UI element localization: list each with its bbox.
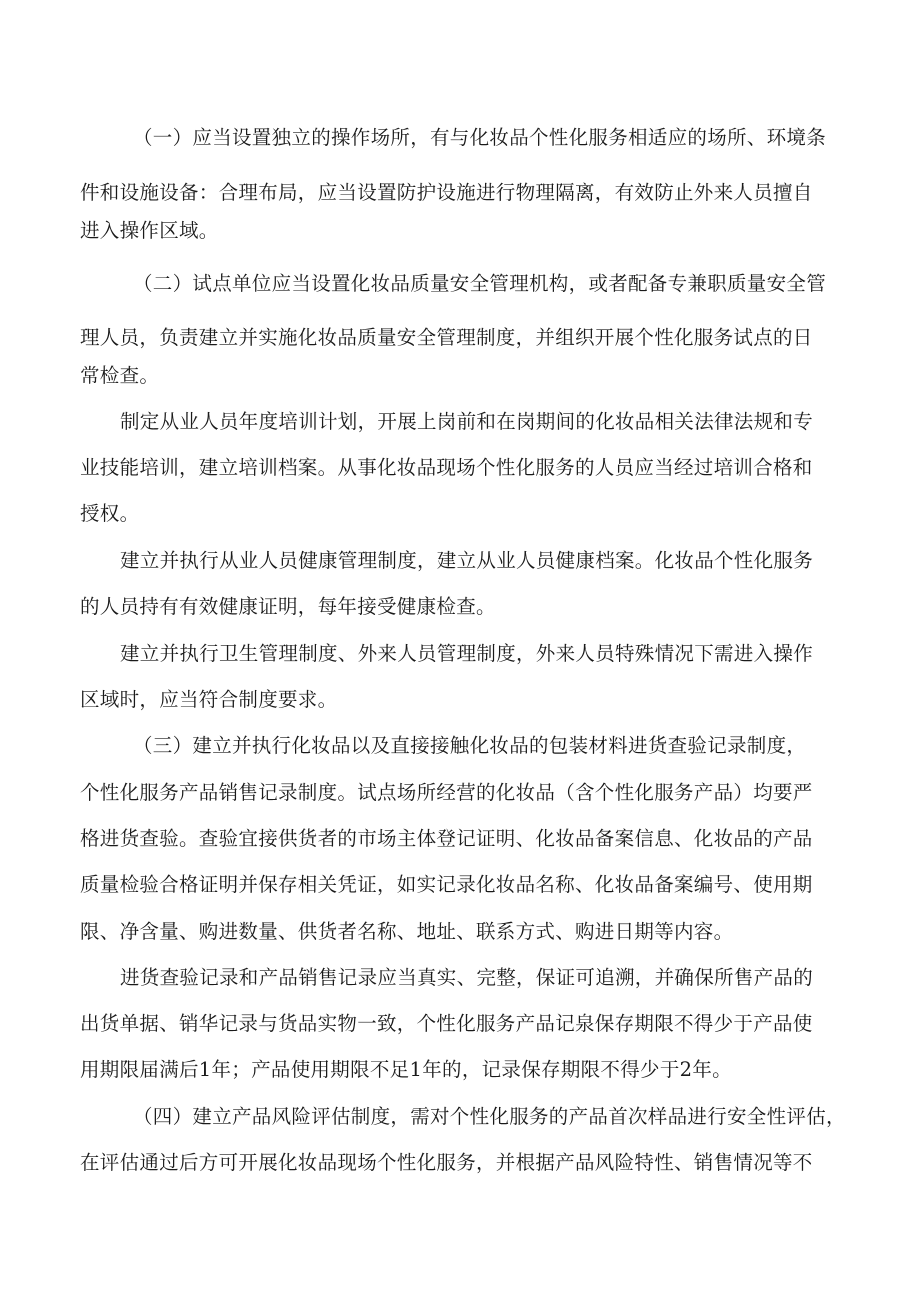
line-9: 授权。 <box>80 502 140 525</box>
line-23: 在评估通过后方可开展化妆品现场个性化服务，并根据产品风险特性、销售情况等不 <box>80 1151 813 1174</box>
line-5: 理人员，负责建立并实施化妆品质量安全管理制度，并组织开展个性化服务试点的日 <box>80 326 813 349</box>
line-1: （一）应当设置独立的操作场所，有与化妆品个性化服务相适应的场所、环境条 <box>133 126 827 149</box>
line-12: 建立并执行卫生管理制度、外来人员管理制度，外来人员特殊情况下需进入操作 <box>120 642 814 665</box>
line-14: （三）建立并执行化妆品以及直接接触化妆品的包装材料进货查验记录制度， <box>133 734 807 757</box>
line-19: 进货查验记录和产品销售记录应当真实、完整，保证可追溯，并确保所售产品的 <box>120 966 814 989</box>
line-16: 格进货查验。查验宜接供货者的市场主体登记证明、化妆品备案信息、化妆品的产品 <box>80 827 813 850</box>
line-21: 用期限届满后1年；产品使用期限不足1年的，记录保存期限不得少于2年。 <box>80 1058 732 1081</box>
line-20: 出货单据、销华记录与货品实物一致，个性化服务产品记泉保存期限不得少于产品使 <box>80 1012 813 1035</box>
line-8: 业技能培训，建立培训档案。从事化妆品现场个性化服务的人员应当经过培训合格和 <box>80 456 813 479</box>
line-6: 常检查。 <box>80 364 160 387</box>
line-7: 制定从业人员年度培训计划，开展上岗前和在岗期间的化妆品相关法律法规和专 <box>120 410 814 433</box>
line-13: 区域时，应当符合制度要求。 <box>80 688 338 711</box>
line-10: 建立并执行从业人员健康管理制度，建立从业人员健康档案。化妆品个性化服务 <box>120 549 814 572</box>
line-11: 的人员持有有效健康证明，每年接受健康检查。 <box>80 595 496 618</box>
line-3: 进入操作区域。 <box>80 219 219 242</box>
line-15: 个性化服务产品销售记录制度。试点场所经营的化妆品（含个性化服务产品）均要严 <box>80 781 813 804</box>
line-4: （二）试点单位应当设置化妆品质量安全管理机构，或者配备专兼职质量安全管 <box>133 272 827 295</box>
line-2: 件和设施设备：合理布局，应当设置防护设施进行物理隔离，有效防止外来人员擅自 <box>80 181 813 204</box>
line-17: 质量检验合格证明并保存相关凭证，如实记录化妆品名称、化妆品备案编号、使用期 <box>80 873 813 896</box>
line-22: （四）建立产品风险评估制度，需对个性化服务的产品首次样品进行安全性评估， <box>133 1105 846 1128</box>
line-18: 限、净含量、购进数量、供货者名称、地址、联系方式、购进日期等内容。 <box>80 920 734 943</box>
